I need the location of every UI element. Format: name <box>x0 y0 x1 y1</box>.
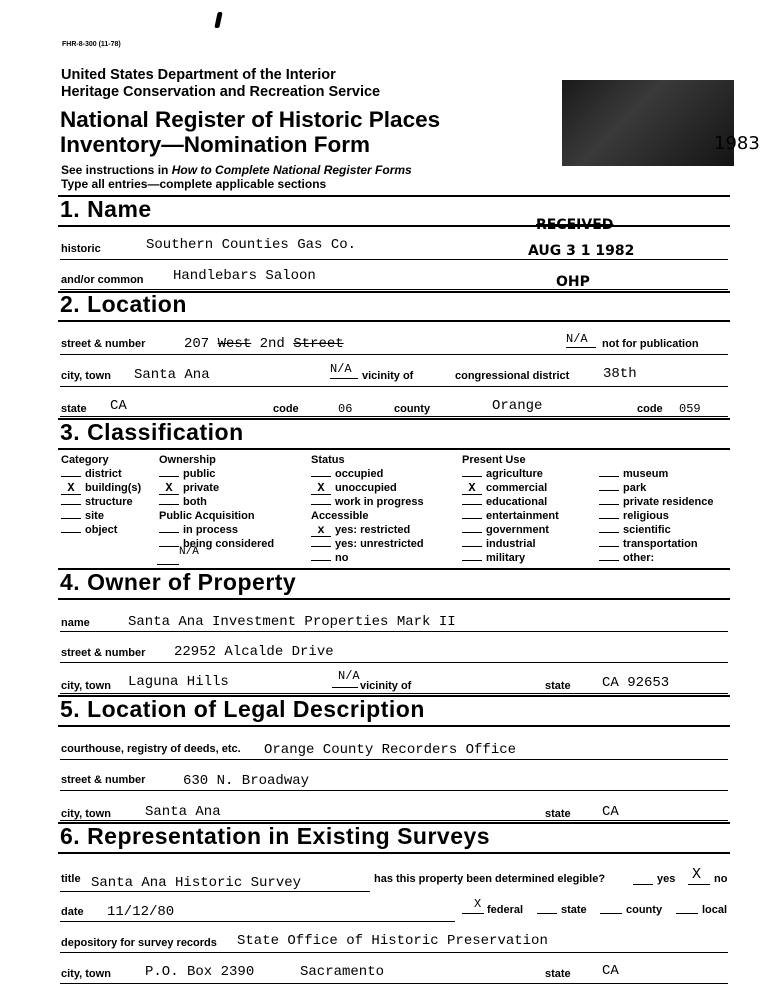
status-work-in-progress[interactable]: work in progress <box>311 495 424 509</box>
ownership-both[interactable]: both <box>159 495 274 509</box>
section-3-bottom-rule <box>58 448 730 450</box>
section-1-heading: 1. Name <box>60 196 152 222</box>
owner-city-value: Laguna Hills <box>128 674 229 690</box>
survey-city-value: P.O. Box 2390 <box>145 964 255 980</box>
location-vicinity-value: N/A <box>330 362 352 376</box>
owner-state-label: state <box>545 680 571 692</box>
location-state-label: state <box>61 403 87 415</box>
section-1-top-rule <box>58 195 730 197</box>
location-state-line <box>60 416 728 417</box>
category-object[interactable]: object <box>61 523 141 537</box>
acquisition-na: N/A <box>179 546 199 558</box>
owner-name-label: name <box>61 617 90 629</box>
eligible-no-label: no <box>714 873 728 885</box>
eligible-yes-line <box>633 884 653 885</box>
street-west: West <box>217 336 252 352</box>
owner-city-line <box>60 693 728 694</box>
legal-state-value: CA <box>602 804 619 820</box>
nfp-value: N/A <box>566 332 588 346</box>
survey-date-label: date <box>61 906 84 918</box>
section-6-bottom-rule <box>58 852 730 854</box>
location-code2-value: 059 <box>679 402 701 416</box>
depository-value: State Office of Historic Preservation <box>237 933 548 949</box>
section-5-bottom-rule <box>58 725 730 727</box>
form-title-line2: Inventory—Nomination Form <box>60 132 371 157</box>
federal-mark[interactable]: X <box>474 897 482 911</box>
street-street: Street <box>293 336 344 352</box>
use-transportation[interactable]: transportation <box>599 537 714 551</box>
section-5-heading: 5. Location of Legal Description <box>60 696 425 722</box>
received-office: OHP <box>556 274 590 290</box>
survey-state2-label: state <box>545 968 571 980</box>
accessible-yes-restricted[interactable]: x yes: restricted <box>311 523 424 537</box>
nfp-line <box>566 347 596 348</box>
acquisition-being-considered[interactable]: being considered <box>159 537 274 551</box>
street-second: 2nd <box>251 336 294 352</box>
location-code2-label: code <box>637 403 663 415</box>
survey-state2-value: CA <box>602 963 619 979</box>
location-code-label: code <box>273 403 299 415</box>
instructions-line2: Type all entries—complete applicable sections <box>61 177 327 191</box>
use-commercial[interactable]: X commercial <box>462 481 559 495</box>
use-religious[interactable]: religious <box>599 509 714 523</box>
survey-county-label: county <box>626 904 663 916</box>
agency-line2: Heritage Conservation and Recreation Service <box>61 84 381 100</box>
instructions-title: How to Complete National Register Forms <box>171 163 412 177</box>
survey-state-line <box>537 913 557 914</box>
section-2-heading: 2. Location <box>60 291 187 317</box>
survey-date-value: 11/12/80 <box>107 904 175 920</box>
survey-title-line <box>60 891 370 892</box>
received-date: AUG 3 1 1982 <box>528 243 635 259</box>
category-buildings[interactable]: X building(s) <box>61 481 141 495</box>
present-use-column-2 <box>599 467 714 565</box>
location-vicinity-line <box>330 378 358 379</box>
ownership-public[interactable]: public <box>159 467 274 481</box>
historic-value: Southern Counties Gas Co. <box>146 237 357 253</box>
survey-local-label: local <box>702 904 728 916</box>
use-park[interactable]: park <box>599 481 714 495</box>
agency-line1: United States Department of the Interior <box>61 67 336 83</box>
survey-title-value: Santa Ana Historic Survey <box>91 875 302 891</box>
survey-city-line <box>60 983 728 984</box>
accessible-no[interactable]: no <box>311 551 424 565</box>
use-government[interactable]: government <box>462 523 559 537</box>
section-1-bottom-rule <box>58 225 730 227</box>
survey-city-label: city, town <box>61 968 111 980</box>
historic-label: historic <box>61 243 101 255</box>
street-number: 207 <box>184 336 218 352</box>
owner-state-value: CA 92653 <box>602 675 670 691</box>
owner-street-value: 22952 Alcalde Drive <box>174 644 334 660</box>
status-occupied[interactable]: occupied <box>311 467 424 481</box>
location-county-value: Orange <box>492 398 543 414</box>
section-3-heading: 3. Classification <box>60 419 244 445</box>
use-private-residence[interactable]: private residence <box>599 495 714 509</box>
owner-name-value: Santa Ana Investment Properties Mark II <box>128 614 456 630</box>
eligible-no-line <box>688 884 710 885</box>
nfp-label: not for publication <box>602 338 699 350</box>
status-header: Status <box>311 454 345 466</box>
congressional-district-value: 38th <box>603 366 637 382</box>
status-unoccupied[interactable]: X unoccupied <box>311 481 424 495</box>
location-street-value <box>184 336 344 352</box>
acquisition-na-line <box>157 564 179 565</box>
section-6-heading: 6. Representation in Existing Surveys <box>60 823 491 849</box>
location-state-value: CA <box>110 398 127 414</box>
legal-city-label: city, town <box>61 808 111 820</box>
use-other[interactable]: other: <box>599 551 714 565</box>
acquisition-header: Public Acquisition <box>159 510 255 522</box>
accessible-yes-unrestricted[interactable]: yes: unrestricted <box>311 537 424 551</box>
ownership-header: Ownership <box>159 454 216 466</box>
use-entertainment[interactable]: entertainment <box>462 509 559 523</box>
acquisition-in-process[interactable]: in process <box>159 523 274 537</box>
category-site[interactable]: site <box>61 509 141 523</box>
instructions-prefix: See instructions in <box>61 163 172 177</box>
use-educational[interactable]: educational <box>462 495 559 509</box>
owner-street-line <box>60 662 728 663</box>
eligible-no-mark[interactable]: X <box>692 866 702 883</box>
federal-line <box>462 913 484 914</box>
owner-city-label: city, town <box>61 680 111 692</box>
pen-mark <box>214 12 222 28</box>
common-value: Handlebars Saloon <box>173 268 316 284</box>
owner-vicinity-label: vicinity of <box>360 680 412 692</box>
legal-street-label: street & number <box>61 774 146 786</box>
owner-vicinity-value: N/A <box>338 669 360 683</box>
historic-line <box>60 259 728 260</box>
received-stamp <box>536 217 613 233</box>
form-id: FHR-8-300 (11-78) <box>62 41 121 48</box>
status-column <box>311 453 424 565</box>
survey-county-line <box>600 913 622 914</box>
location-street-line <box>60 354 728 355</box>
location-city-label: city, town <box>61 370 111 382</box>
legal-street-value: 630 N. Broadway <box>183 773 310 789</box>
eligible-question: has this property been determined elegible? <box>374 873 606 885</box>
courthouse-label: courthouse, registry of deeds, etc. <box>61 743 241 755</box>
location-street-label: street & number <box>61 338 146 350</box>
section-4-bottom-rule <box>58 598 730 600</box>
stamp-year: 1983 <box>714 133 760 154</box>
category-structure[interactable]: structure <box>61 495 141 509</box>
legal-city-line <box>60 820 728 821</box>
received-word: RECEIVED <box>536 217 614 233</box>
common-label: and/or common <box>61 274 144 286</box>
location-vicinity-label: vicinity of <box>362 370 414 382</box>
depository-line <box>60 952 728 953</box>
accessible-header: Accessible <box>311 510 369 522</box>
courthouse-line <box>60 759 728 760</box>
location-city-value: Santa Ana <box>134 367 210 383</box>
location-county-label: county <box>394 403 431 415</box>
legal-street-line <box>60 790 728 791</box>
use-scientific[interactable]: scientific <box>599 523 714 537</box>
survey-date-line <box>60 921 455 922</box>
eligible-yes-label: yes <box>657 873 676 885</box>
survey-state-label: state <box>561 904 587 916</box>
congressional-district-label: congressional district <box>455 370 570 382</box>
redacted-stamp-box <box>562 80 734 166</box>
category-column <box>61 453 141 537</box>
category-header: Category <box>61 454 109 466</box>
ownership-private[interactable]: X private <box>159 481 274 495</box>
present-use-header: Present Use <box>462 454 526 466</box>
common-line <box>60 289 728 290</box>
federal-label: federal <box>487 904 524 916</box>
use-agriculture[interactable]: agriculture <box>462 467 559 481</box>
legal-city-value: Santa Ana <box>145 804 221 820</box>
ownership-column <box>159 453 274 551</box>
category-district[interactable]: district <box>61 467 141 481</box>
instructions-line1 <box>61 163 412 177</box>
use-military[interactable]: military <box>462 551 559 565</box>
courthouse-value: Orange County Recorders Office <box>264 742 517 758</box>
survey-title-label: title <box>61 873 81 885</box>
section-4-heading: 4. Owner of Property <box>60 569 297 595</box>
location-code-value: 06 <box>338 402 353 416</box>
survey-city-value-2: Sacramento <box>300 964 385 980</box>
owner-vicinity-line <box>332 687 358 688</box>
location-city-line <box>60 386 728 387</box>
use-museum[interactable]: museum <box>599 467 714 481</box>
owner-street-label: street & number <box>61 647 146 659</box>
owner-name-line <box>60 631 728 632</box>
section-2-bottom-rule <box>58 320 730 322</box>
form-title-line1: National Register of Historic Places <box>60 107 441 132</box>
survey-local-line <box>676 913 698 914</box>
present-use-column-1 <box>462 453 559 565</box>
legal-state-label: state <box>545 808 571 820</box>
depository-label: depository for survey records <box>61 937 217 949</box>
use-industrial[interactable]: industrial <box>462 537 559 551</box>
